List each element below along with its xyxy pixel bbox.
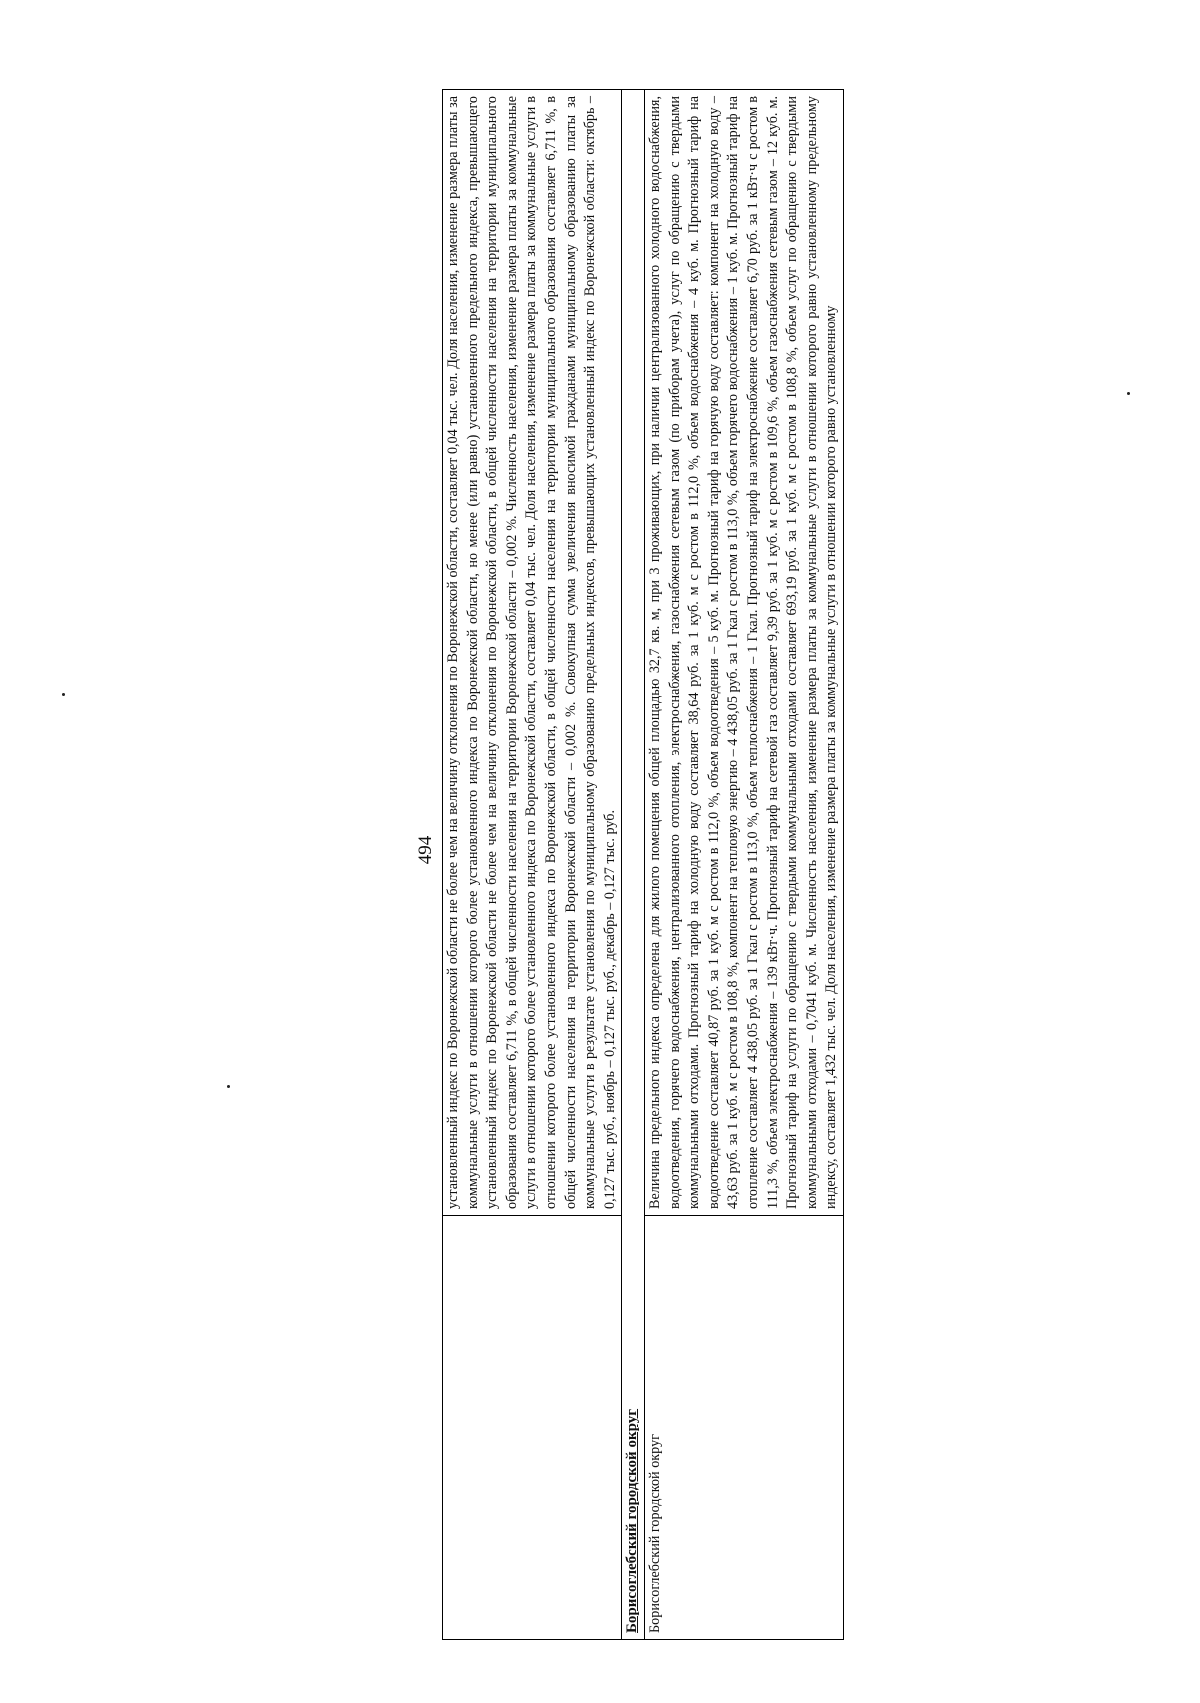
page-number: 494 (415, 835, 436, 865)
rotated-page (70, 70, 1130, 1640)
municipality-cell: Борисоглебский городской округ (644, 1216, 843, 1640)
document-table (442, 89, 844, 1640)
region-header-row (622, 90, 645, 1640)
scan-speck (1127, 392, 1130, 395)
scan-speck (62, 693, 65, 696)
description-cell: установленный индекс по Воронежской области не более чем на величину отклонения по Воронежской области, составляет 0,04 тыс. чел. Доля населения, изменение размера платы за коммунальные услуги в отношении которого более установленного индекса по Воронежской области, но менее (или равно) установленного предельного индекса, превышающего установленный индекс по Воронежской области не более чем на величину отклонения по Воронежской области, в общей численности населения на территории муниципального образования составляет 6,711 %, в общей численности населения на территории Воронежской области – 0,002 %. Численность населения, изменение размера платы за коммунальные услуги в отношении которого более установленного индекса по Воронежской области, составляет 0,04 тыс. чел. Доля населения, изменение размера платы за коммунальные услуги в отношении которого более установленного индекса по Воронежской области, в общей численности населения на территории муниципального образования составляет 6,711 %, в общей численности населения на территории Воронежской области – 0,002 %. Совокупная сумма увеличения вносимой гражданами муниципальному образованию платы за коммунальные услуги в результате установления по муниципальному образованию предельных индексов, превышающих установленный индекс по Воронежской области: октябрь – 0,127 тыс. руб., ноябрь – 0,127 тыс. руб., декабрь – 0,127 тыс. руб. (443, 90, 622, 1216)
region-header: Борисоглебский городской округ (622, 90, 645, 1640)
description-cell: Величина предельного индекса определена для жилого помещения общей площадью 32,7 кв. м, при 3 проживающих, при наличии централизованного холодного водоснабжения, водоотведения, горячего водоснабжения, централизованного отопления, электроснабжения, газоснабжения сетевым газом (по приборам учета), услуг по обращению с твердыми коммунальными отходами. Прогнозный тариф на холодную воду составляет 38,64 руб. за 1 куб. м с ростом в 112,0 %, объем водоснабжения – 4 куб. м. Прогнозный тариф на водоотведение составляет 40,87 руб. за 1 куб. м с ростом в 112,0 %, объем водоотведения – 5 куб. м. Прогнозный тариф на горячую воду составляет: компонент на холодную воду – 43,63 руб. за 1 куб. м с ростом в 108,8 %, компонент на тепловую энергию – 4 438,05 руб. за 1 Гкал с ростом в 113,0 %, объем горячего водоснабжения – 1 куб. м. Прогнозный тариф на отопление составляет 4 438,05 руб. за 1 Гкал с ростом в 113,0 %, объем теплоснабжения – 1 Гкал. Прогнозный тариф на электроснабжение составляет 6,70 руб. за 1 кВт·ч с ростом в 111,3 %, объем электроснабжения – 139 кВт·ч. Прогнозный тариф на сетевой газ составляет 9,39 руб. за 1 куб. м с ростом в 109,6 %, объем газоснабжения сетевым газом – 12 куб. м. Прогнозный тариф на услуги по обращению с твердыми коммунальными отходами составляет 693,19 руб. за 1 куб. м с ростом в 108,8 %, объем услуг по обращению с твердыми коммунальными отходами – 0,7041 куб. м. Численность населения, изменение размера платы за коммунальные услуги в отношении которого равно установленному предельному индексу, составляет 1,432 тыс. чел. Доля населения, изменение размера платы за коммунальные услуги в отношении которого равно установленному (644, 90, 843, 1216)
table-row (644, 90, 843, 1640)
table-row (443, 90, 622, 1640)
scan-speck (227, 1085, 230, 1088)
municipality-cell (443, 1216, 622, 1640)
